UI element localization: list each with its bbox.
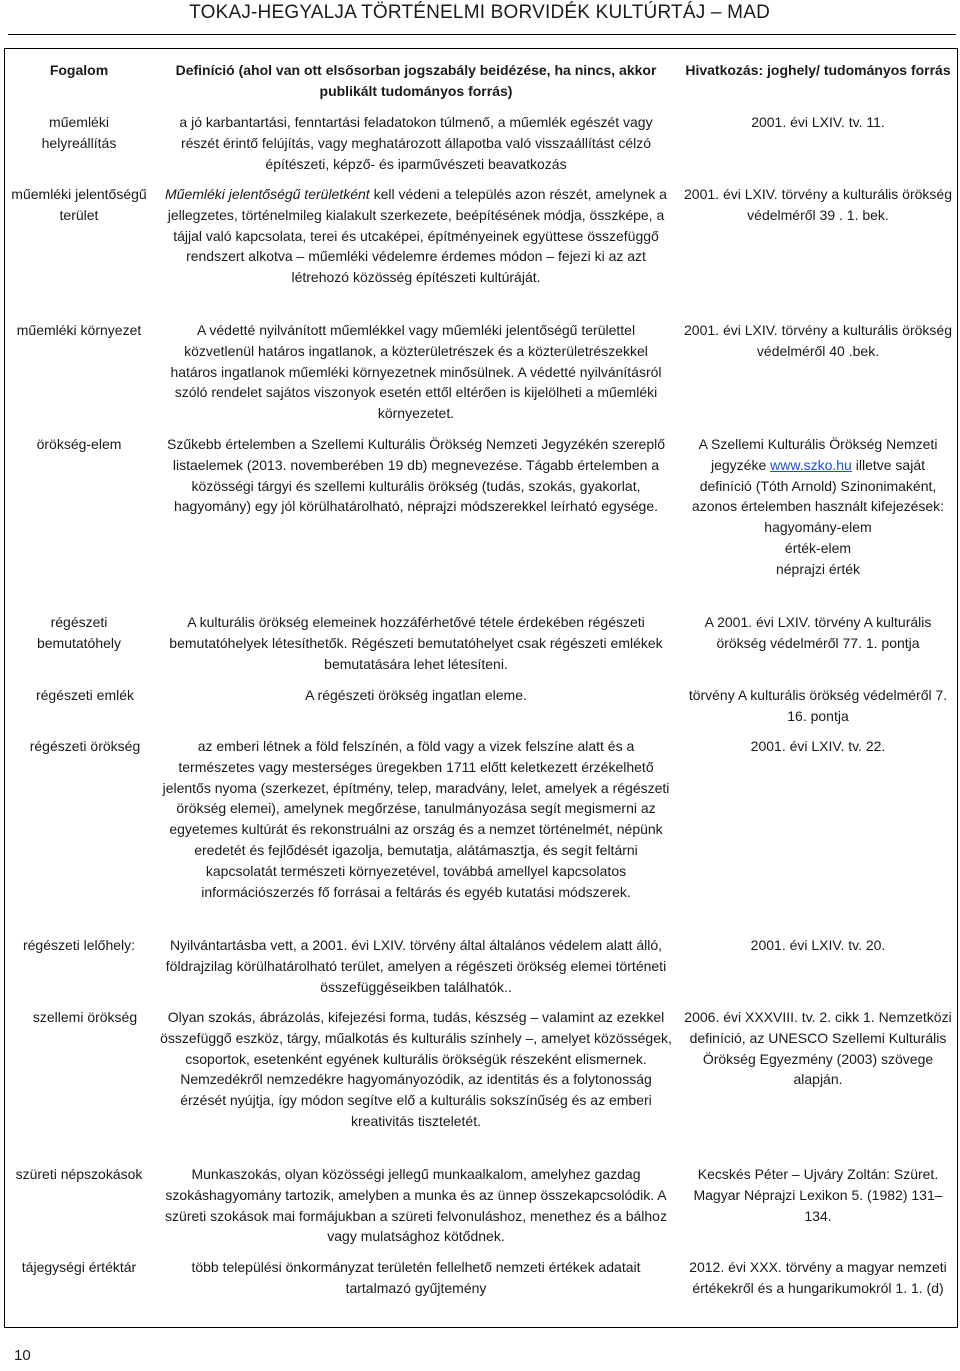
row-reference: Kecskés Péter – Ujváry Zoltán: Szüret. Magyar Néprajzi Lexikon 5. (1982) 131–134. [693, 1166, 943, 1224]
running-header: TOKAJ-HEGYALJA TÖRTÉNELMI BORVIDÉK KULTÚRTÁJ – MAD [189, 2, 770, 23]
row-definition: több települési önkormányzat területén fellelhető nemzeti értékek adatait tartalmazó gyűjtemény [191, 1259, 641, 1296]
header-rule [8, 34, 956, 35]
row-concept: műemléki helyreállítás [41, 114, 117, 151]
row-reference: törvény A kulturális örökség védelméről 7. 16. pontja [688, 687, 948, 724]
synonym-item: hagyomány-elem [764, 519, 872, 536]
synonym-item: néprajzi érték [775, 560, 861, 577]
row-definition: Műemléki jelentőségű területként kell védeni a település azon részét, amelynek a jellegzetes, történelmileg kialakult szerkezete, beépítésének módja, összképe, a tájjal való kapcsolata, terei és utcaképei, építményeinek együttese összefüggő rendszert alkotva – műemléki védelemre érdemes módon – fejezi ki az azt létrehozó közösség építészeti kultúráját. [165, 186, 667, 286]
synonym-item: érték-elem [784, 539, 852, 556]
page-number: 10 [14, 1347, 31, 1364]
row-concept: szellemi örökség [32, 1009, 138, 1025]
row-definition: az emberi létnek a föld felszínén, a föld vagy a vizek felszíne alatt és a természetes vagy mesterséges üregekben 1711 előtt keletkezett érzékelhető jelentős nyoma (szerkezet, építmény, telep, maradvány, lelet, amelyek a régészeti örökség elemei), amelynek megőrzése, tanulmányozása segít megismerni az egyetemes kultúrát és rekonstruálni az ország és a nemzet történelmét, népünk eredetét és fejlődését igazolja, bemutatja, alátámasztja, és segít feltárni kapcsolatát természeti környezetével, továbbá amellyel kapcsolatos információszerzés fő forrásai a feltárás és egyéb kutatási módszerek. [162, 738, 670, 900]
row-definition: A védetté nyilvánított műemlékkel vagy műemléki jelentőségű területtel közvetlenül határos ingatlanok, a közterületrészek és a közterületrészekkel határos ingatlanok műemléki környezetnek minősülnek. A védetté nyilvánításról szóló rendelet sajátos viszonyok esetén ettől eltérően is kijelölheti a műemléki környezetet. [170, 322, 662, 422]
row-definition: Olyan szokás, ábrázolás, kifejezési forma, tudás, készség – valamint az ezekkel összefüggő eszköz, tárgy, műalkotás és kulturális színhely –, amelyet közösségek, csoportok, esetenként egyének kulturális örökségük részeként elismernek. Nemzedékről nemzedékre hagyományozódik, az identitás és a folytonosság érzését nyújtja, így módon segítve elő a kulturális sokszínűség és az emberi kreativitás tiszteletét. [160, 1009, 672, 1129]
row-definition: A régészeti örökség ingatlan eleme. [305, 687, 527, 703]
row-definition: Szűkebb értelemben a Szellemi Kulturális Örökség Nemzeti Jegyzékén szereplő listaelemek (2013. novemberében 19 db) megnevezése. Tágabb értelemben a közösségi tárgyi és szellemi kulturális örökség (tudás, szokás, gyakorlat, hagyomány) egy jól körülhatárolható, néprajzi módszerekkel leírható egysége. [166, 436, 665, 515]
row-concept: régészeti lelőhely: [22, 937, 136, 953]
row-reference: 2001. évi LXIV. tv. 20. [750, 937, 886, 953]
header-concept: Fogalom [49, 62, 109, 78]
row-reference: 2001. évi LXIV. törvény a kulturális örökség védelméről 39 . 1. bek. [684, 186, 952, 223]
row-definition: Munkaszokás, olyan közösségi jellegű munkaalkalom, amelyhez gazdag szokáshagyomány tartozik, amelyben a munka és az ünnep összekapcsolódik. A szüreti szokások mai formájukban a szüreti felvonuláshoz, menethez és a bálhoz vagy mulatsághoz kötődnek. [165, 1166, 667, 1245]
szko-link[interactable]: www.szko.hu [770, 456, 852, 473]
row-definition: a jó karbantartási, fenntartási feladatokon túlmenő, a műemlék egészét vagy részét érintő felújítás, vagy meghatározott állapotba való visszaállítást célzó építészeti, képző- és iparművészeti beavatkozás [179, 114, 653, 172]
row-reference: 2001. évi LXIV. tv. 22. [750, 738, 886, 754]
reference-text: A Szellemi Kulturális Örökség Nemzeti jegyzéke [698, 436, 938, 473]
row-reference: 2001. évi LXIV. törvény a kulturális örökség védelméről 40 .bek. [684, 322, 952, 359]
row-reference: 2001. évi LXIV. tv. 11. [751, 114, 885, 130]
row-reference: 2012. évi XXX. törvény a magyar nemzeti értékekről és a hungarikumokról 1. 1. (d) [689, 1259, 947, 1296]
row-concept: régészeti emlék [35, 687, 135, 703]
row-reference: 2006. évi XXXVIII. tv. 2. cikk 1. Nemzetközi definíció, az UNESCO Szellemi Kulturális Örökség Egyezmény (2003) szövege alapján. [684, 1009, 952, 1088]
row-concept: műemléki környezet [16, 322, 142, 338]
row-definition: Nyilvántartásba vett, a 2001. évi LXIV. törvény által általános védelem alatt álló, földrajzilag körülhatárolható terület, amelyen a régészeti örökség elemei történeti összefüggéseikben találhatók.. [165, 937, 667, 995]
row-concept: műemléki jelentőségű terület [11, 186, 147, 223]
header-reference: Hivatkozás: joghely/ tudományos forrás [685, 62, 951, 78]
row-reference: A 2001. évi LXIV. törvény A kulturális örökség védelméről 77. 1. pontja [704, 614, 932, 651]
row-concept: örökség-elem [36, 436, 122, 452]
row-concept: tájegységi értéktár [21, 1259, 137, 1275]
row-concept: régészeti örökség [29, 738, 141, 754]
row-concept: szüreti népszokások [15, 1166, 143, 1182]
row-concept: régészeti bemutatóhely [36, 614, 122, 651]
reference-text: illetve saját definíció (Tóth Arnold) Szinonimaként, azonos értelemben használt kifejezések: [691, 456, 945, 515]
definition-emphasis: Műemléki jelentőségű területként [165, 186, 370, 202]
header-definition: Definíció (ahol van ott elsősorban jogszabály beidézése, ha nincs, akkor publikált tudományos forrás) [175, 62, 657, 99]
row-definition: A kulturális örökség elemeinek hozzáférhetővé tétele érdekében régészeti bemutatóhelyek létesíthetők. Régészeti bemutatóhelyet csak régészeti emlékek bemutatására lehet létesíteni. [169, 614, 663, 672]
row-reference [683, 434, 953, 580]
